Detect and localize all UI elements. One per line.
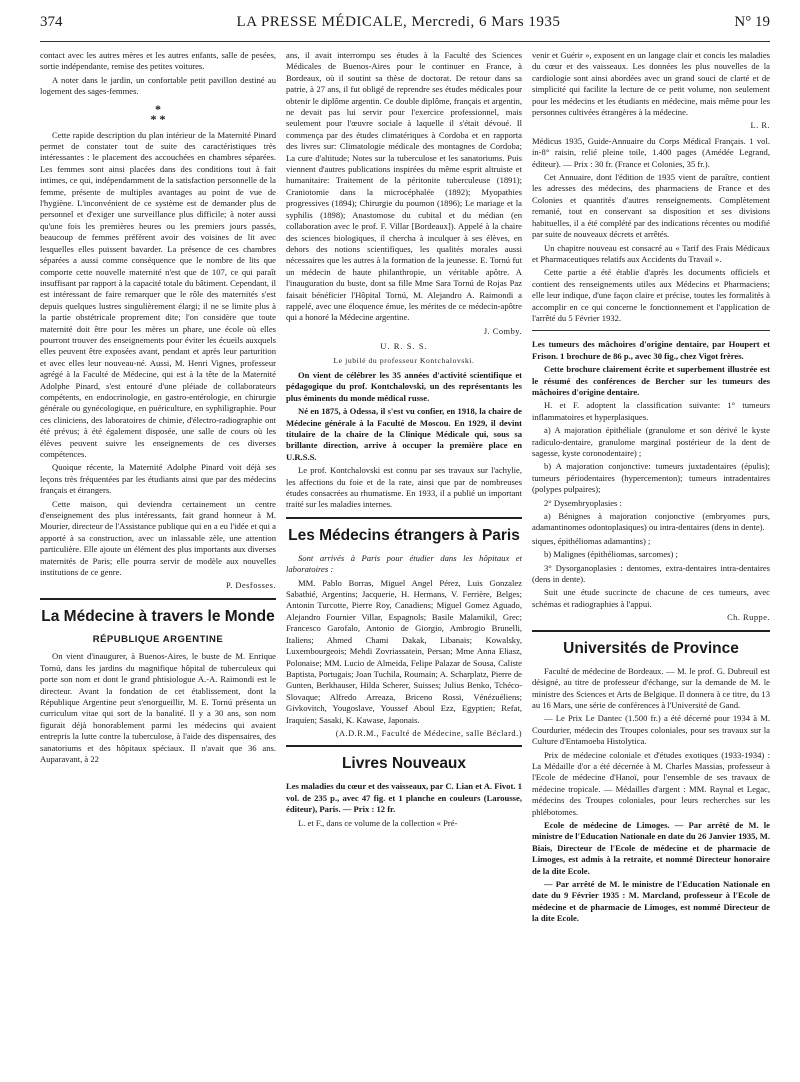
- paragraph: 3° Dysorganoplasies : dentomes, extra-dentaires intra-dentaires (dens in dente).: [532, 562, 770, 585]
- paragraph: A noter dans le jardin, un confortable petit pavillon destiné au logement des sages-femmes.: [40, 74, 276, 97]
- book-entry: Les tumeurs des mâchoires d'origine dentaire, par Houpert et Frison. 1 brochure de 86 p., avec 30 fig., chez Vigot frères.: [532, 339, 770, 361]
- book-entry: Les maladies du cœur et des vaisseaux, par C. Lian et A. Fivot. 1 vol. de 235 p., avec 47 fig. et 1 planche en couleurs (Larousse, éditeur), Paris. — Prix : 12 fr.: [286, 781, 522, 815]
- section-heading: La Médecine à travers le Monde: [41, 607, 275, 625]
- subsection-heading: RÉPUBLIQUE ARGENTINE: [92, 633, 224, 645]
- paragraph: b) Malignes (épithéliomas, sarcomes) ;: [544, 549, 678, 560]
- column-middle: [286, 50, 522, 1075]
- column-right: [532, 50, 770, 1075]
- paragraph: Cette maison, qui deviendra certainement un centre d'enseignement des plus intéressants, fait grand honneur à M. Mourier, directeur de l'Assistance publique qui en a eu l'idée et qui a apporté à sa construction, avec un inlassable zèle, une attention particulière. Elle ajoute un élément des plus importants aux diverses maternités de Paris; elle pourra servir de modèle aux nouvelles institutions de ce genre.: [40, 498, 276, 578]
- paragraph: venir et Guérir », exposent en un langage clair et concis les maladies du cœur et des vaisseaux. Les données les plus nouvelles de la cardiologie sont ainsi abordées avec un grand souci de clarté et de simplicité qui facilite la lecture de ce petit volume, non seulement pour les médecins et les étudiants en médecine, mais même pour les personnes cultivées étrangères à la médecine.: [532, 50, 770, 118]
- divider: [532, 330, 770, 331]
- paragraph: Un chapitre nouveau est consacré au « Tarif des Frais Médicaux et Pharmaceutiques relatifs aux Accidents du Travail ».: [532, 242, 770, 264]
- paragraph: On vient de célébrer les 35 années d'activité scientifique et pédagogique du prof. Kontchalovski, un des représentants les plus éminents du monde médical russe.: [286, 369, 522, 403]
- paragraph: Quoique récente, la Maternité Adolphe Pinard voit déjà ses leçons très fréquentées par les étudiants ainsi que par des médecins français et étrangers.: [40, 462, 276, 496]
- page-number: 374: [40, 14, 63, 30]
- paragraph: Faculté de médecine de Bordeaux. — M. le prof. G. Dubreuil est désigné, au titre de professeur d'échange, sur la demande de M. le ministre des Sciences et Arts de Belgique. Il donnera à ce titre, du 13 au 16 Mars, une série de conférences à l'Université de Gand.: [532, 665, 770, 710]
- asterism: * * *: [150, 101, 166, 126]
- subsection-heading: U. R. S. S.: [380, 341, 428, 352]
- paragraph: — Le Prix Le Dantec (1.500 fr.) a été décerné pour 1934 à M. Courdurier, médecin des Troupes coloniales, pour ses travaux sur la Culture d'Entamoeba Histolytica.: [532, 713, 770, 747]
- section-heading: Livres Nouveaux: [341, 755, 467, 773]
- paragraph: L. et F., dans ce volume de la collection « Pré-: [298, 817, 458, 828]
- issue-number: N° 19: [734, 14, 770, 30]
- paragraph: a) Bénignes à majoration conjonctive (embryomes purs, adamantinomes odontoplasiques) ou intra-dentaires (dens in dente).: [532, 511, 770, 533]
- paragraph: ans, il avait interrompu ses études à la Faculté des Sciences Médicales de Buenos-Aires pour le continuer en France, à Bordeaux, où il soutint sa thèse de doctorat. De retour dans sa patrie, à 27 ans, il fut obligé de reprendre ses études médicales pour obtenir le diplôme argentin. Ce double diplôme, français et argentin, ne devait pas lui servir pour l'exercice professionnel, mais seulement pour l'œuvre sociale à laquelle il s'était dévoué. Il commença par des études climatériques à Cordoba et en rapporta des livres sur: Climatologie médicale des montagnes de Cordoba; La cure d'altitude; Notes sur la tuberculose et les sanatoriums. Puis viennent d'autres publications inspirées du même esprit altruiste et humanitaire: Traitement de la péritonite tuberculeuse (1891); Craniotomie dans la microcéphalée (1892); Myopathies progressives (1894); Chirurgie du poumon (1896); Le mariage et la syphilis (1898); Anastomose du cubital et du médian (en collaboration avec le prof. F. Villar [Bordeaux]). Appelé à la chaire des sciences biologiques, il chercha à inculquer à ses élèves, en dehors des notions scientifiques, les qualités morales aussi nécessaires que les autres à la formation de la jeunesse. E. Tornú fut un médecin de haute philanthropie, un véritable apôtre. A l'inauguration du buste, dont sa fille Mme Sara Tornú de Rojas Paz faisait bénéficier l'Hôpital Tornú, M. Alejandro A. Raimondi a rappelé, avec une éloquence émue, les mérites de ce médecin-apôtre qui a honoré la Médecine argentine.: [286, 50, 522, 323]
- paragraph: Né en 1875, à Odessa, il s'est vu confier, en 1918, la chaire de Médecine générale à la Faculté de Moscou. En 1929, il devint titulaire de la chaire de la Clinique Médicale qui, sous sa brillante direction, arrive à occuper la première place en U.R.S.S.: [286, 406, 522, 462]
- paragraph: H. et F. adoptent la classification suivante: 1° tumeurs inflammatoires et hyperplasiques.: [532, 400, 770, 422]
- paragraph: Ecole de médecine de Limoges. — Par arrêté de M. le ministre de l'Education Nationale en date du 26 Janvier 1935, M. Biais, Directeur de l'Ecole de médecine et de pharmacie de Limoges, est admis à la retraite, et nommé Directeur honoraire de la dite Ecole.: [532, 819, 770, 876]
- paragraph: Cette partie a été établie d'après les documents officiels et contient des renseignements utiles aux Médecins et Pharmaciens; elle leur indique, d'une façon claire et précise, toutes les formalités à accomplir en ce qui concerne le fonctionnement et l'application de l'arrêté du 5 Février 1932.: [532, 267, 770, 323]
- paragraph: contact avec les autres mères et les autres enfants, salle de pesées, sortie indépendante, remise des petites voitures.: [40, 50, 276, 72]
- paragraph: Prix de médecine coloniale et d'études exotiques (1933-1934) : La Médaille d'or a été décernée à M. Charles Massias, professeur à l'Ecole de médecine d'Hanoï, pour l'ensemble de ses travaux de médecine tropicale. — Médailles d'argent : MM. Raynal et Legac, médecins des Troupes coloniales, pour leurs recherches sur les phlébotomes.: [532, 749, 770, 817]
- paragraph: Sont arrivés à Paris pour étudier dans les hôpitaux et laboratoires :: [286, 552, 522, 575]
- paragraph: Suit une étude succincte de chacune de ces tumeurs, avec schémas et radiographies à l'appui.: [532, 587, 770, 609]
- paragraph: — Par arrêté de M. le ministre de l'Education Nationale en date du 9 Février 1935 : M. Marcland, professeur à l'Ecole de médecine et de pharmacie de Limoges, est nommé Directeur de la dite Ecole.: [532, 879, 770, 924]
- paragraph: siques, épithéliomas adamantins) ;: [532, 535, 651, 546]
- section-heading: Universités de Province: [563, 639, 739, 657]
- signature: J. Comby.: [483, 326, 522, 336]
- paragraph: Cette brochure clairement écrite et superbement illustrée est le résumé des conférences de Bercher sur les tumeurs des mâchoires d'origine dentaire.: [532, 364, 770, 397]
- signature: (A.D.R.M., Faculté de Médecine, salle Béclard.): [335, 728, 522, 738]
- paragraph: Cet Annuaire, dont l'édition de 1935 vient de paraître, contient les adresses des médecins, des pharmaciens de France et des Colonies et quantités d'autres renseignements. Complètement remanié, tout en conservant sa disposition et ses divisions habituelles, il a été complété par des indications récentes ou modifié par suite de nouveaux décrets et arrêtés.: [532, 172, 770, 240]
- divider: [532, 630, 770, 632]
- signature: P. Desfosses.: [225, 581, 276, 591]
- section-heading: Les Médecins étrangers à Paris: [288, 526, 520, 544]
- paragraph: On vient d'inaugurer, à Buenos-Aires, le buste de M. Enrique Tornú, dans les jardins du magnifique hôpital de tuberculeux qui porte son nom et dont le grand phtisiologue A.-A. Raimondi est le directeur. Avant la fondation de cet établissement, dont la République Argentine peut s'enorgueillir, M. E. Tornú présenta un curriculum vitae qui sort de la banalité. Il y a 30 ans, son nom figurait déjà honorablement parmi les médecins qui avaient entrepris la lutte contre la tuberculose, à l'aide des dispensaires, des sanatoriums et des hôpitaux spéciaux. Il n'avait que 36 ans. Auparavant, à 22: [40, 651, 276, 764]
- page-header: [40, 14, 770, 42]
- divider: [286, 745, 522, 747]
- paragraph: Cette rapide description du plan intérieur de la Maternité Pinard permet de constater tout de suite des caractéristiques très intéressantes : le placement des accouchées en chambres séparées. Les femmes sont ainsi placées dans des conditions tout à fait intimes, ce qui, indépendamment de la satisfaction personnelle de la femme, présente de multiples avantages au point de vue de l'hygiène. L'inconvénient de ce système est de demander plus de personnel et d'exiger une surveillance plus difficile; à noter aussi qu'une fois les premières heures ou les premiers jours passés, beaucoup de femmes préfèrent avoir des voisines de lit avec lesquelles elles puissent bavarder. La présence de ces chambres séparées a aussi comme conséquence que le nombre de lits que comporte cette nouvelle maternité n'est que de 107, ce qui paraît insuffisant par rapport à la capacité totale du bâtiment. Cependant, il est intéressant de faire remarquer que le rôle des maternités s'est depuis quelques lustres singulièrement élargi; il ne se limite plus à la partie obstétricale proprement dite; l'on considère que toute maternité doit être pour les mères un phare, une école où elles pourront trouver des enseignements pour éviter les écueils auxquels elles peuvent être exposées avant, pendant et après leur parturition et avec elles leur nouveau-né. Aussi, M. Henri Vignes, professeur agrégé à la Faculté de Médecine, qui est à la tête de la Maternité Adolphe Pinard, s'est entouré d'une pléiade de collaborateurs compétents, en endocrinologie, en gastro-entérologie, en chirurgie générale ou gynécologique, en puériculture, en syphiligraphie. Pour ces cliniciens, des laboratoires de chimie, d'électro-radiographie ont été prévus; à été également disposée, une salle de cours où les élèves peuvent suivre les enseignements de ces diverses compétences.: [40, 129, 276, 459]
- column-left: [40, 50, 276, 1075]
- subsection-subtitle: Le jubilé du professeur Kontchalovski.: [333, 355, 475, 365]
- divider: [286, 517, 522, 519]
- paragraph: b) A majoration conjonctive: tumeurs juxtadentaires (épulis); tumeurs périodentaires (hypercementon); tumeurs intradentaires (polypes pulpaires);: [532, 461, 770, 495]
- divider: [40, 598, 276, 600]
- book-entry: Médicus 1935, Guide-Annuaire du Corps Médical Français. 1 vol. in-8° raisin, relié pleine toile, 1.400 pages (Amédée Legrand, éditeur). — Prix : 30 fr. (France et Colonies, 35 fr.).: [532, 135, 770, 169]
- paragraph: a) A majoration épithéliale (granulome et son dérivé le kyste radiculo-dentaire, granulome marginal postérieur de la dent de sagesse, kyste coronodentaire) ;: [532, 425, 770, 458]
- paragraph: MM. Pablo Borras, Miguel Angel Pérez, Luis Gonzalez Sabathié, Argentins; Jacquerie, H. Hermans, V. Ferrière, Belges; Antonin Turcotte, Pierre Roy, Canadiens; Miguel Gomez Aguado, Alejandro Fournier Villar, Espagnols; Basile Malamikil, Grec; Francesco Garofalo, Antonio de Giorgio, Ambrogio Brunelli, Italiens; Ahmed Chami Dakak, Libanais; Kowalsky, Luxembourgeois; Mehdi Zovriassatein, Persan; Mme Anna Eliasz, Polonaise; MM. Lucio de Almeida, Felipe Palazar de Sousa, Caliste Baptista, Portugais; Joan Tuchila, Roumain; A. Scharplatz, Pierre de Gunten, Berkhauser, Hilda Scherer, Suisses; Julius Benko, Tchéco-Slovaque; Alfredo Arreaza, Briceno Rossi, Vénézuéliens; Givkovitch, Yougoslave, Youssef Aboul Ezz, Egyptien; Refat, Iraquien; Sasaki, K. Kawase, Japonais.: [286, 577, 522, 725]
- signature: Ch. Ruppe.: [727, 613, 770, 623]
- signature: L. R.: [750, 121, 770, 131]
- journal-title: LA PRESSE MÉDICALE, Mercredi, 6 Mars 1935: [236, 14, 561, 30]
- paragraph: Le prof. Kontchalovski est connu par ses travaux sur l'achylie, les affections du foie et de la rate, ainsi que par de nombreuses études consacrées au rhumatisme. En 1933, il a publié un important traité sur les maladies internes.: [286, 465, 522, 510]
- paragraph: 2° Dysembryoplasies :: [544, 497, 622, 508]
